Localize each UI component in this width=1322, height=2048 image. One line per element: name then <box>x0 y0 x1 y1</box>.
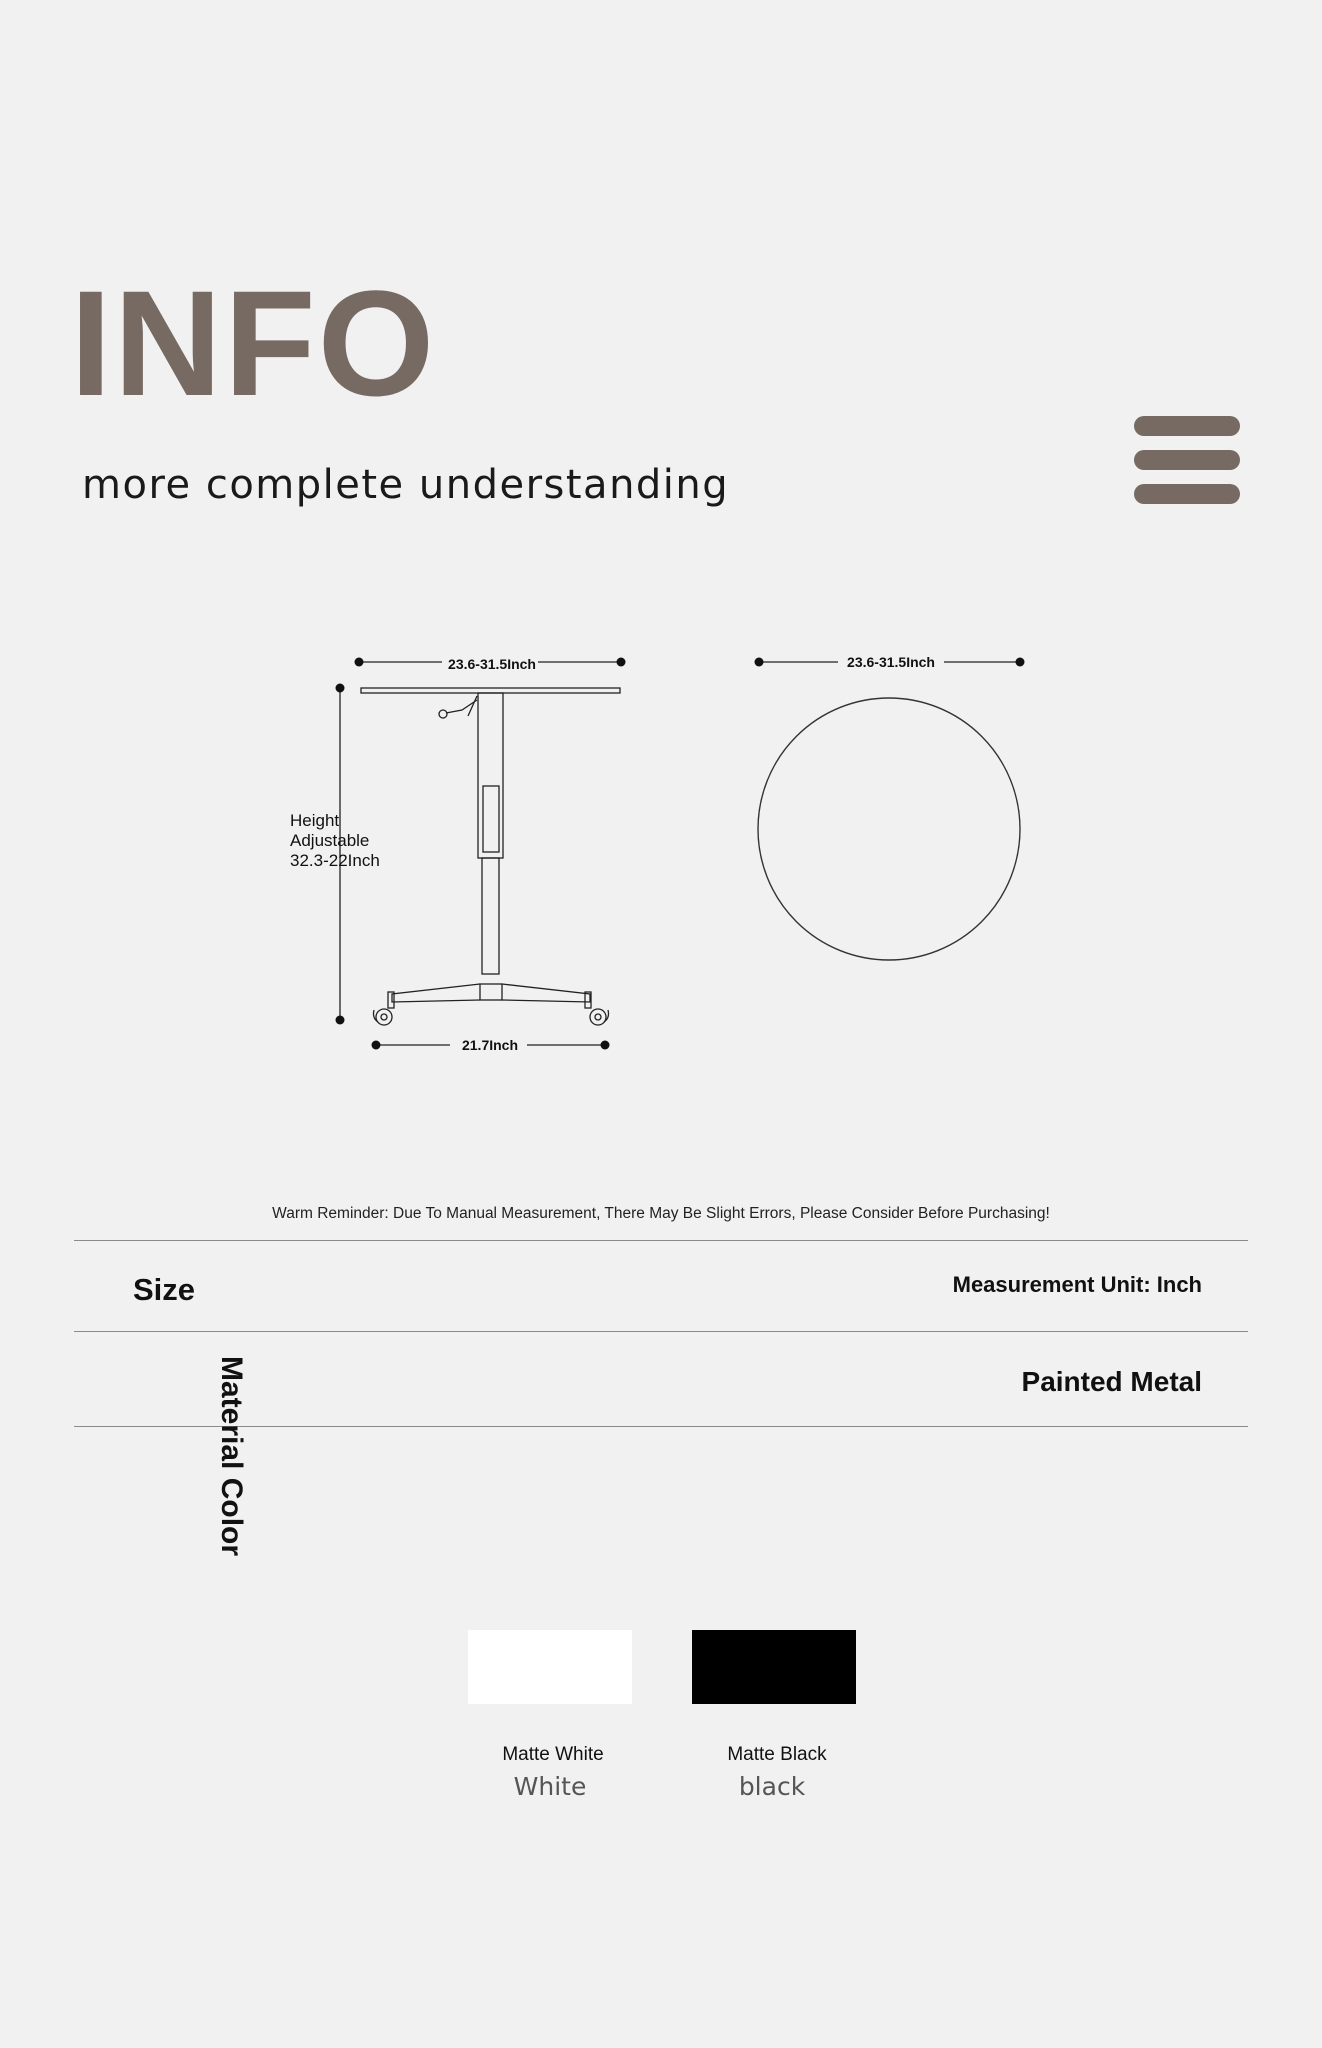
hamburger-menu-icon[interactable] <box>1134 416 1240 506</box>
top-view-diameter-label: 23.6-31.5Inch <box>847 654 935 670</box>
page-title: INFO <box>70 259 437 427</box>
color-sub-white: White <box>513 1772 587 1801</box>
menu-bar <box>1134 450 1240 470</box>
top-width-label: 23.6-31.5Inch <box>448 656 536 672</box>
height-label-line: Adjustable <box>290 831 370 850</box>
menu-bar <box>1134 484 1240 504</box>
color-name-black: Matte Black <box>727 1744 827 1765</box>
page-subtitle: more complete understanding <box>82 462 730 508</box>
divider <box>74 1240 1248 1241</box>
height-label-line: 32.3-22Inch <box>290 851 380 870</box>
color-swatch-white[interactable] <box>468 1630 632 1704</box>
color-name-white: Matte White <box>502 1744 604 1765</box>
color-swatch-black[interactable] <box>692 1630 856 1704</box>
table-dimension-diagram <box>0 640 1322 1070</box>
measurement-unit: Measurement Unit: Inch <box>952 1272 1202 1297</box>
height-label-line: Height <box>290 811 340 830</box>
warm-reminder: Warm Reminder: Due To Manual Measurement, There May Be Slight Errors, Please Consider Before Purchasing! <box>272 1205 1050 1222</box>
color-sub-black: black <box>738 1772 806 1801</box>
base-width-label: 21.7Inch <box>461 1037 519 1053</box>
size-label: Size <box>133 1272 196 1307</box>
divider <box>74 1331 1248 1332</box>
material-color-label: Material Color <box>215 1356 248 1557</box>
divider <box>74 1426 1248 1427</box>
material-value: Painted Metal <box>1021 1366 1202 1397</box>
menu-bar <box>1134 416 1240 436</box>
